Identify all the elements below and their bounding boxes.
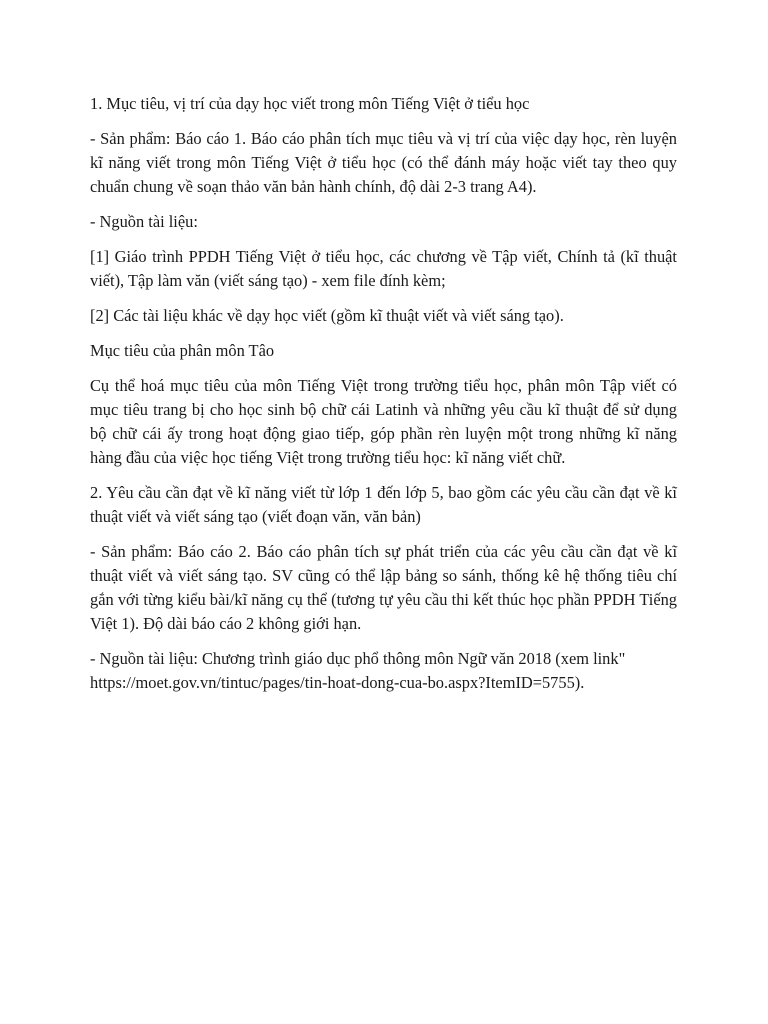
document-body (90, 92, 677, 706)
section-2-heading: 2. Yêu cầu cần đạt về kĩ năng viết từ lớp 1 đến lớp 5, bao gồm các yêu cầu cần đạt về kĩ thuật viết và viết sáng tạo (viết đoạn văn, văn bản) (90, 483, 677, 526)
subsection-heading: Mục tiêu của phân môn Tâo (90, 341, 275, 360)
section-1-heading: 1. Mục tiêu, vị trí của dạy học viết trong môn Tiếng Việt ở tiểu học (90, 94, 530, 113)
product-1-paragraph: - Sản phẩm: Báo cáo 1. Báo cáo phân tích mục tiêu và vị trí của việc dạy học, rèn luyện kĩ năng viết trong môn Tiếng Việt ở tiểu học (có thể đánh máy hoặc viết tay theo quy chuẩn chung về soạn thảo văn bản hành chính, độ dài 2-3 trang A4). (90, 129, 677, 196)
sources-2-paragraph: - Nguồn tài liệu: Chương trình giáo dục phổ thông môn Ngữ văn 2018 (xem link" https://moet.gov.vn/tintuc/pages/tin-hoat-dong-cua-bo.aspx?ItemID=5755). (90, 649, 626, 692)
product-2-paragraph: - Sản phẩm: Báo cáo 2. Báo cáo phân tích sự phát triển của các yêu cầu cần đạt về kĩ thuật viết và viết sáng tạo. SV cũng có thể lập bảng so sánh, thống kê hệ thống tiêu chí gắn với từng kiểu bài/kĩ năng cụ thể (tương tự yêu cầu thi kết thúc học phần PPDH Tiếng Việt 1). Độ dài báo cáo 2 không giới hạn. (90, 542, 677, 633)
objective-paragraph: Cụ thể hoá mục tiêu của môn Tiếng Việt trong trường tiểu học, phân môn Tập viết có mục tiêu trang bị cho học sinh bộ chữ cái Latinh và những yêu cầu kĩ thuật để sử dụng bộ chữ cái ấy trong hoạt động giao tiếp, góp phần rèn luyện một trong những kĩ năng hàng đầu của việc học tiếng Việt trong trường tiểu học: kĩ năng viết chữ. (90, 376, 677, 467)
reference-1: [1] Giáo trình PPDH Tiếng Việt ở tiểu học, các chương về Tập viết, Chính tả (kĩ thuật viết), Tập làm văn (viết sáng tạo) - xem file đính kèm; (90, 247, 677, 290)
reference-2: [2] Các tài liệu khác về dạy học viết (gồm kĩ thuật viết và viết sáng tạo). (90, 306, 564, 325)
sources-label: - Nguồn tài liệu: (90, 212, 198, 231)
